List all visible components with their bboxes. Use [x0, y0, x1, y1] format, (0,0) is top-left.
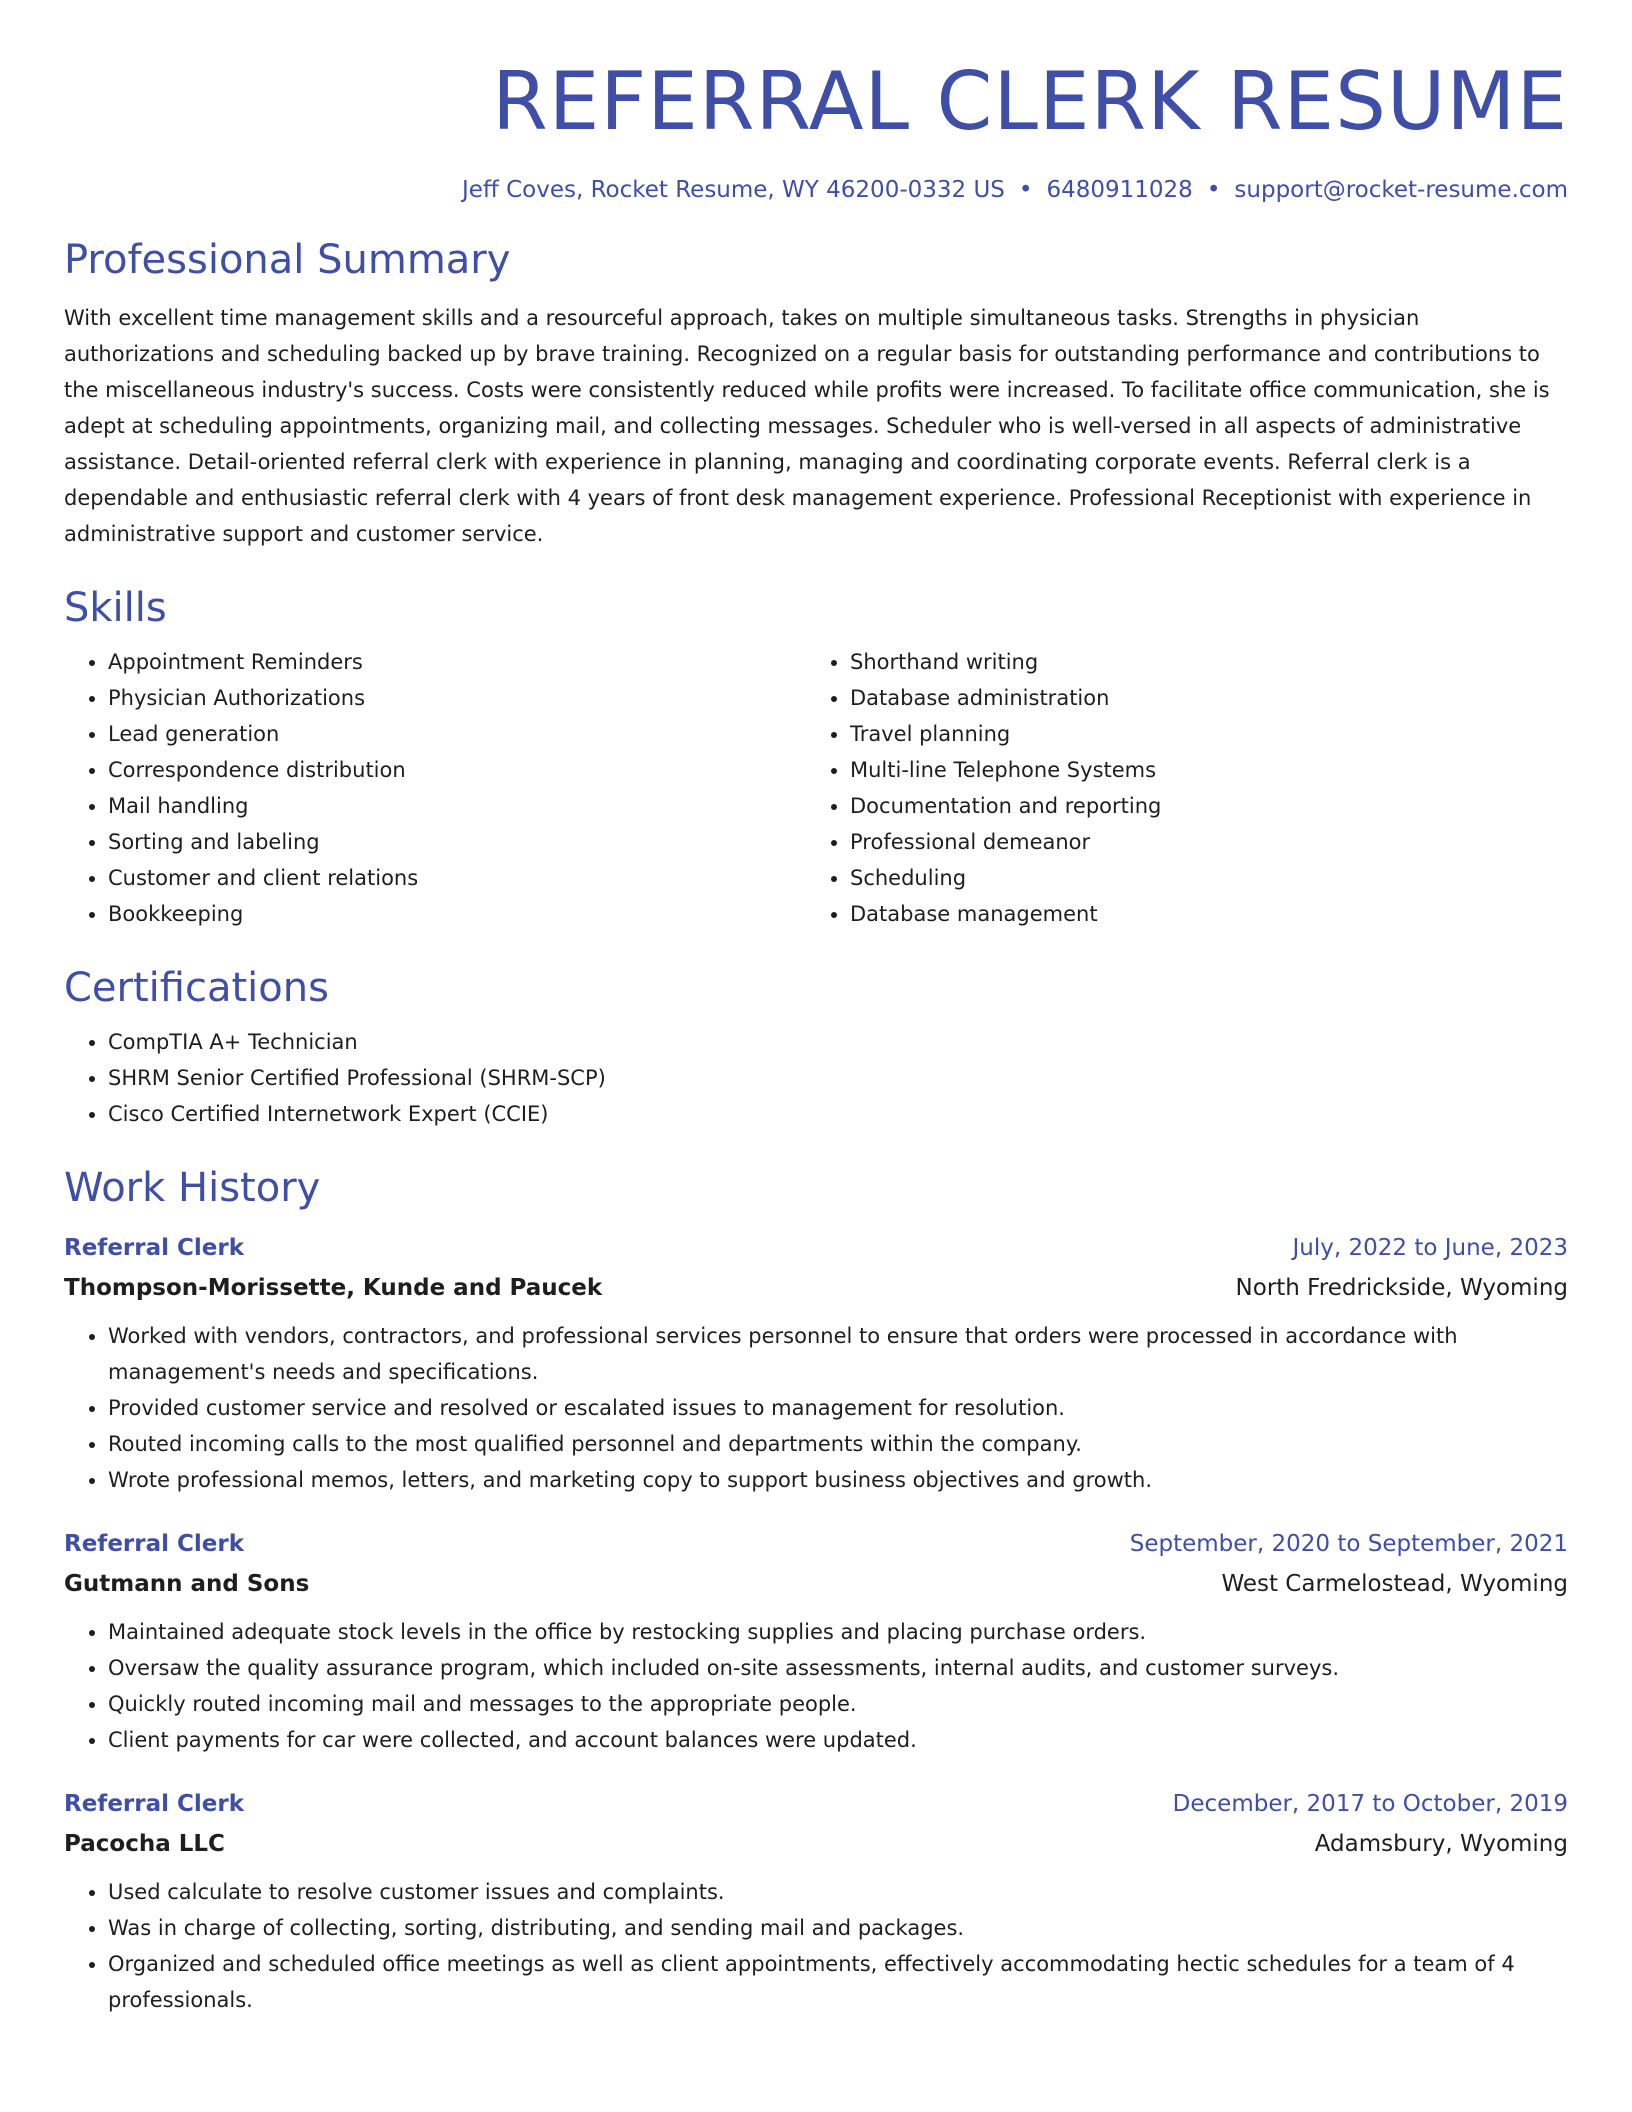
skill-item: • Database administration — [850, 680, 1548, 716]
certification-item: • SHRM Senior Certified Professional (SHRM-SCP) — [108, 1060, 1568, 1096]
job-dates: December, 2017 to October, 2019 — [1172, 1791, 1568, 1817]
skills-heading: Skills — [64, 585, 167, 631]
skill-item: • Physician Authorizations — [108, 680, 806, 716]
job-company-row — [64, 1824, 1568, 1864]
resume-title: REFERRAL CLERK RESUME — [492, 55, 1568, 148]
certifications-heading: Certifications — [64, 965, 329, 1011]
job-location: Adamsbury, Wyoming — [1314, 1831, 1568, 1857]
job-company: Thompson-Morissette, Kunde and Paucek — [64, 1275, 603, 1301]
job-entry — [64, 1228, 1568, 1498]
skills-columns — [64, 644, 1568, 932]
skills-right-column — [806, 644, 1548, 932]
skill-item: • Customer and client relations — [108, 860, 806, 896]
work-history-list — [64, 1228, 1568, 2018]
certifications-list — [64, 1024, 1568, 1132]
job-dates: July, 2022 to June, 2023 — [1292, 1235, 1568, 1261]
skill-item: • Travel planning — [850, 716, 1548, 752]
certification-item: • CompTIA A+ Technician — [108, 1024, 1568, 1060]
summary-heading: Professional Summary — [64, 237, 511, 283]
skill-item: • Lead generation — [108, 716, 806, 752]
job-duty-item: • Oversaw the quality assurance program, which included on-site assessments, internal audits, and customer surveys. — [108, 1650, 1568, 1686]
job-duties-list — [64, 1318, 1568, 1498]
job-entry — [64, 1784, 1568, 2018]
skill-item: • Appointment Reminders — [108, 644, 806, 680]
job-dates: September, 2020 to September, 2021 — [1129, 1531, 1568, 1557]
job-duties-list — [64, 1614, 1568, 1758]
job-entry — [64, 1524, 1568, 1758]
skills-right-list — [806, 644, 1548, 932]
skill-item: • Professional demeanor — [850, 824, 1548, 860]
job-duty-item: • Client payments for car were collected, and account balances were updated. — [108, 1722, 1568, 1758]
contact-address: Jeff Coves, Rocket Resume, WY 46200-0332 US — [461, 177, 1005, 203]
skill-item: • Documentation and reporting — [850, 788, 1548, 824]
certification-item: • Cisco Certified Internetwork Expert (CCIE) — [108, 1096, 1568, 1132]
job-duties-list — [64, 1874, 1568, 2018]
job-duty-item: • Maintained adequate stock levels in the office by restocking supplies and placing purchase orders. — [108, 1614, 1568, 1650]
summary-text: With excellent time management skills and a resourceful approach, takes on multiple simultaneous tasks. Strengths in physician authorizations and scheduling backed up by brave training. Recognized on a regular basis for outstanding performance and contributions to the miscellaneous industry's success. Costs were consistently reduced while profits were increased. To facilitate office communication, she is adept at scheduling appointments, organizing mail, and collecting messages. Scheduler who is well-versed in all aspects of administrative assistance. Detail-oriented referral clerk with experience in planning, managing and coordinating corporate events. Referral clerk is a dependable and enthusiastic referral clerk with 4 years of front desk management experience. Professional Receptionist with experience in administrative support and customer service. — [64, 306, 1550, 546]
skill-item: • Mail handling — [108, 788, 806, 824]
contact-separator: • — [1206, 177, 1221, 203]
skill-item: • Bookkeeping — [108, 896, 806, 932]
skill-item: • Shorthand writing — [850, 644, 1548, 680]
job-header-row — [64, 1784, 1568, 1824]
skills-left-list — [64, 644, 806, 932]
job-company-row — [64, 1564, 1568, 1604]
job-title: Referral Clerk — [64, 1531, 245, 1557]
job-duty-item: • Worked with vendors, contractors, and professional services personnel to ensure that orders were processed in accordance with management's needs and specifications. — [108, 1318, 1568, 1390]
skill-item: • Database management — [850, 896, 1548, 932]
job-duty-item: • Wrote professional memos, letters, and marketing copy to support business objectives and growth. — [108, 1462, 1568, 1498]
contact-separator: • — [1018, 177, 1033, 203]
job-header-row — [64, 1228, 1568, 1268]
job-company: Pacocha LLC — [64, 1831, 225, 1857]
job-duty-item: • Used calculate to resolve customer issues and complaints. — [108, 1874, 1568, 1910]
job-location: North Fredrickside, Wyoming — [1235, 1275, 1568, 1301]
job-header-row — [64, 1524, 1568, 1564]
job-company-row — [64, 1268, 1568, 1308]
skill-item: • Scheduling — [850, 860, 1548, 896]
work-history-heading: Work History — [64, 1165, 321, 1211]
job-duty-item: • Was in charge of collecting, sorting, distributing, and sending mail and packages. — [108, 1910, 1568, 1946]
job-title: Referral Clerk — [64, 1235, 245, 1261]
skill-item: • Multi-line Telephone Systems — [850, 752, 1548, 788]
skill-item: • Correspondence distribution — [108, 752, 806, 788]
contact-line — [64, 174, 1568, 206]
skill-item: • Sorting and labeling — [108, 824, 806, 860]
skills-left-column — [64, 644, 806, 932]
contact-email: support@rocket-resume.com — [1234, 177, 1568, 203]
job-company: Gutmann and Sons — [64, 1571, 310, 1597]
job-location: West Carmelostead, Wyoming — [1221, 1571, 1568, 1597]
contact-phone: 6480911028 — [1046, 177, 1193, 203]
job-duty-item: • Routed incoming calls to the most qualified personnel and departments within the company. — [108, 1426, 1568, 1462]
job-title: Referral Clerk — [64, 1791, 245, 1817]
job-duty-item: • Provided customer service and resolved or escalated issues to management for resolution. — [108, 1390, 1568, 1426]
job-duty-item: • Organized and scheduled office meetings as well as client appointments, effectively accommodating hectic schedules for a team of 4 professionals. — [108, 1946, 1568, 2018]
job-duty-item: • Quickly routed incoming mail and messages to the appropriate people. — [108, 1686, 1568, 1722]
